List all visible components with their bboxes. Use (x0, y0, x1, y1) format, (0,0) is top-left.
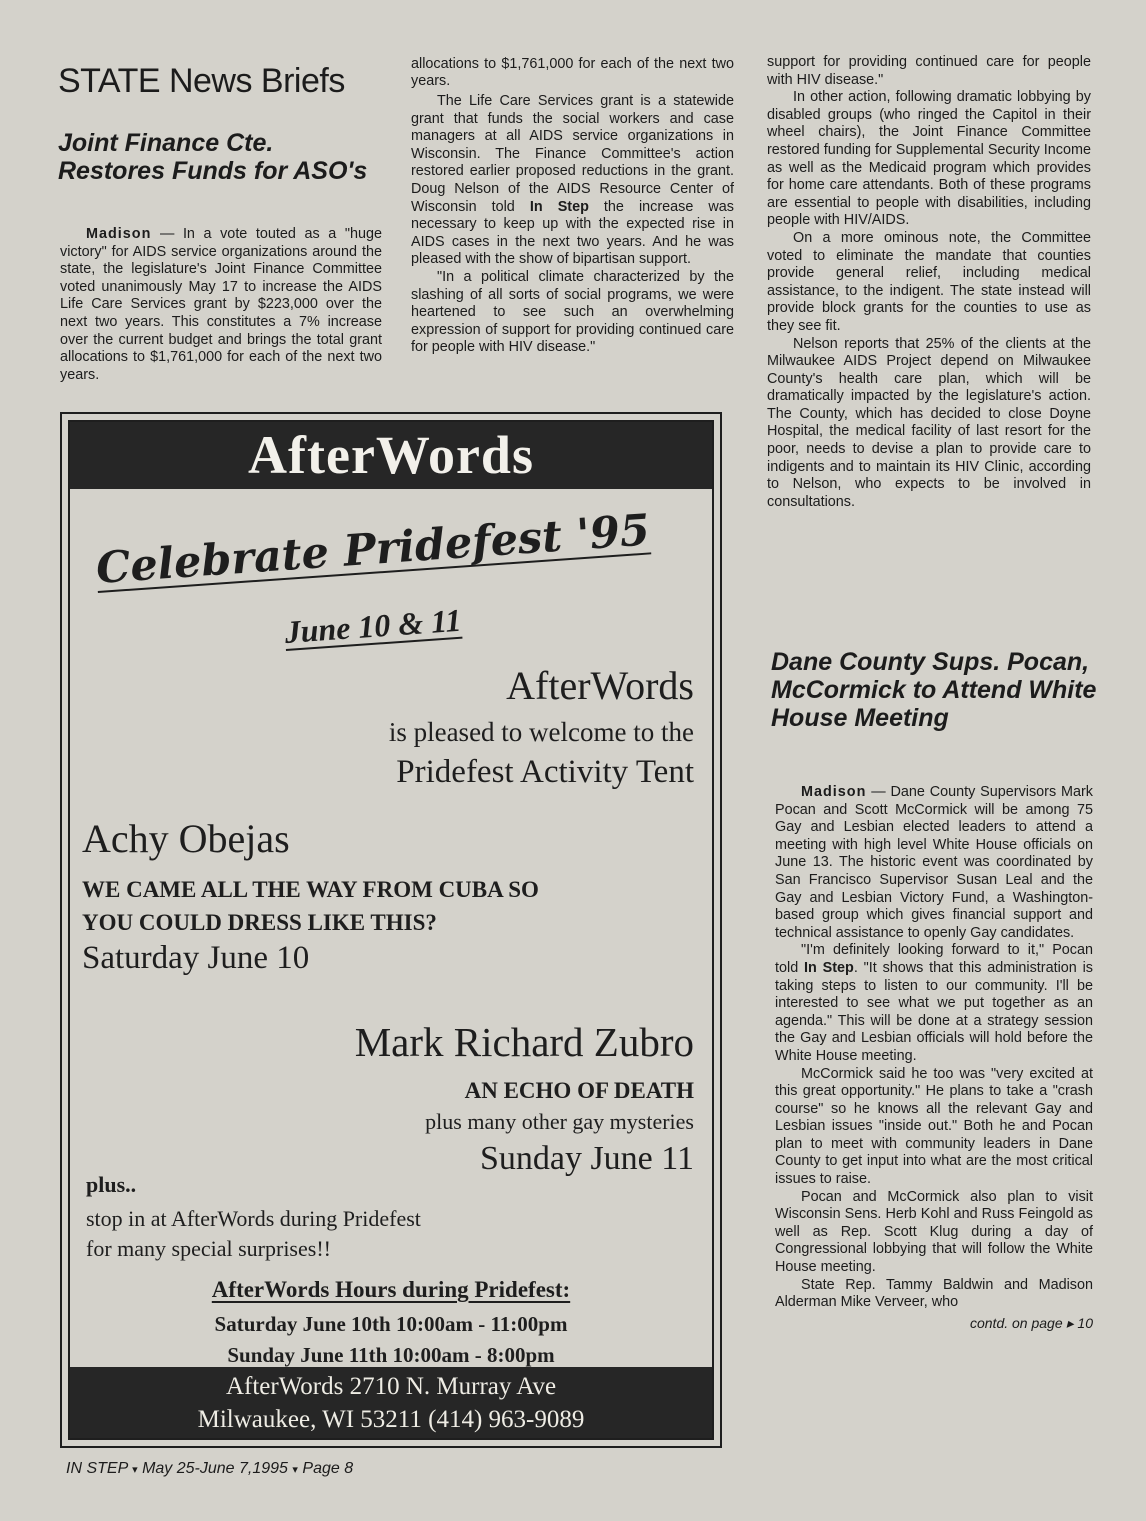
article2-paragraph-5: State Rep. Tammy Baldwin and Madison Alderman Mike Verveer, who (775, 1276, 1093, 1311)
ad-banner: AfterWords (70, 422, 712, 489)
ad-plus: plus.. (86, 1172, 137, 1197)
ad-stop-line-2: for many special surprises!! (86, 1236, 331, 1261)
ad-day-1: Saturday June 10 (82, 940, 310, 976)
article2-paragraph-4: Pocan and McCormick also plan to visit Wisconsin Sens. Herb Kohl and Russ Feingold as well as Rep. Scott Klug during a day of Congressional lobbying that will follow the White House meeting. (775, 1188, 1093, 1276)
continued-on-page: contd. on page ▸ 10 (969, 1314, 1093, 1331)
page-footer (66, 1460, 353, 1478)
ad-welcome-text: is pleased to welcome to the (388, 717, 694, 747)
ad-day-2: Sunday June 11 (479, 1140, 694, 1177)
ad-address-line-2: Milwaukee, WI 53211 (414) 963-9089 (197, 1406, 585, 1433)
article1-column-1 (60, 226, 382, 392)
ad-event-dates: June 10 & 11 (283, 601, 463, 651)
ad-address-bar (70, 1367, 712, 1438)
ad-hours-sunday: Sunday June 11th 10:00am - 8:00pm (227, 1343, 555, 1367)
article1-paragraph-5: On a more ominous note, the Committee voted to eliminate the mandate that counties provide general relief, including medical assistance, to the indigent. The state instead will provide block grants for the counties to use as they see fit. (767, 229, 1091, 334)
ad-author-2: Mark Richard Zubro (354, 1019, 694, 1065)
article1-paragraph-3: "In a political climate characterized by the slashing of all sorts of social programs, we were heartened to see such an overwhelming expression of support for providing continued care for people with HIV disease." (411, 268, 734, 356)
footer-publication: IN STEP (66, 1460, 128, 1477)
article1-column-3: support for providing continued care for people with HIV disease." In other action, following dramatic lobbying by disabled groups (who ringed the Capitol in their wheel chairs), the Joint Finance Committee restored funding for Supplemental Security Income as well as the Medicaid program which provides for home care attendants. Both of these programs are essential to people with disabilities, including people with HIV/AIDS. On a more ominous note, the Committee voted to eliminate the mandate that counties provide general relief, including medical assistance, to the indigent. The state instead will provide block grants for the counties to use as they see fit. Nelson reports that 25% of the clients at the Milwaukee AIDS Project depend on Milwaukee County's health care plan, which will be dramatically impacted by the legislature's action. The County, which has decided to close Doyne Hospital, the medical facility of last resort for the poor, needs to devise a plan to provide care to indigents and to maintain its HIV Clinic, according to Nelson, who expects to be involved in consultations. (767, 54, 1091, 510)
ad-store-name: AfterWords (506, 663, 694, 708)
article1-paragraph-1-continued: allocations to $1,761,000 for each of the next two years. (411, 56, 734, 90)
footer-dates: May 25-June 7,1995 (142, 1460, 288, 1477)
article1-paragraph-4: In other action, following dramatic lobbying by disabled groups (who ringed the Capitol in their wheel chairs), the Joint Finance Committee restored funding for Supplemental Security Income as well as the Medicaid program which provides for home care attendants. Both of these programs are essential to people with disabilities, including people with HIV/AIDS. (767, 89, 1091, 229)
ad-book-2: AN ECHO OF DEATH (464, 1078, 694, 1103)
section-title: STATE News Briefs (58, 62, 345, 100)
article1-headline: Joint Finance Cte. Restores Funds for ASO's (58, 129, 368, 185)
article1-paragraph-2: The Life Care Services grant is a statewide grant that funds the social workers and case managers at all AIDS service organizations in Wisconsin. The Finance Committee's action restored earlier proposed reductions in the grant. Doug Nelson of the AIDS Resource Center of Wisconsin told In Step the increase was necessary to keep up with the expected rise in AIDS cases in the next two years. And he was pleased with the show of bipartisan support. (411, 93, 734, 268)
article2-paragraph-3: McCormick said he too was "very excited at this great opportunity." He plans to take a "crash course" so he knows all the relevant Gay and Lesbian issues "inside out." Both he and Pocan plan to meet with community leaders in Dane County to get input into what are the most critical issues to raise. (775, 1065, 1093, 1188)
ad-celebrate-heading: Celebrate Pridefest '95 (94, 505, 652, 594)
article1-column-2-body (411, 93, 734, 391)
footer-page-number: Page 8 (302, 1460, 354, 1477)
afterwords-advertisement (60, 412, 722, 1448)
ad-tent-name: Pridefest Activity Tent (396, 754, 694, 790)
article1-paragraph-6: Nelson reports that 25% of the clients at the Milwaukee AIDS Project depend on Milwaukee County's health care plan, which will be dramatically impacted by the legislature's action. The County, which has decided to close Doyne Hospital, the medical facility of last resort for the poor, needs to devise a plan to provide care to indigents and to maintain its HIV Clinic, according to Nelson, who expects to be involved in consultations. (767, 335, 1091, 510)
article1-dateline: Madison (86, 226, 152, 242)
ad-book-1-line-2: YOU COULD DRESS LIKE THIS? (82, 910, 437, 935)
article2-dateline: Madison (801, 784, 867, 800)
ad-book-1-line-1: WE CAME ALL THE WAY FROM CUBA SO (82, 877, 539, 902)
footer-separator-icon: ▾ (132, 1464, 138, 1476)
publication-name: In Step (529, 198, 589, 215)
ad-hours-saturday: Saturday June 10th 10:00am - 11:00pm (214, 1312, 568, 1336)
article2-headline: Dane County Sups. Pocan, McCormick to Attend White House Meeting (771, 648, 1097, 732)
ad-hours-title: AfterWords Hours during Pridefest: (211, 1277, 571, 1302)
ad-book-2-extra: plus many other gay mysteries (425, 1109, 694, 1134)
article2-paragraph-2: "I'm definitely looking forward to it," Pocan told In Step. "It shows that this administration is taking steps to listen to our community. I'll be interested to see what we put together as an agenda." This will be done at a strategy session the Gay and Lesbian officials will hold before the White House meeting. (775, 942, 1093, 1064)
ad-address-line-1: AfterWords 2710 N. Murray Ave (225, 1373, 557, 1400)
article1-paragraph-1: Madison — In a vote touted as a "huge victory" for AIDS service organizations around the state, the legislature's Joint Finance Committee voted unanimously May 17 to increase the AIDS Life Care Services grant by $223,000 over the next two years. This constitutes a 7% increase over the current budget and brings the total grant allocations to $1,761,000 for each of the next two years. (60, 226, 382, 383)
article2-paragraph-1: Madison — Dane County Supervisors Mark Pocan and Scott McCormick will be among 75 Gay and Lesbian elected leaders to attend a meeting with high level White House officials on June 13. The historic event was coordinated by San Francisco Supervisor Susan Leal and the Gay and Lesbian Victory Fund, a Washington-based group which gives financial support and technical assistance to openly Gay candidates. (775, 784, 1093, 941)
publication-name: In Step (804, 959, 854, 976)
article2-column (775, 784, 1093, 1332)
ad-stop-line-1: stop in at AfterWords during Pridefest (86, 1206, 421, 1231)
footer-separator-icon: ▾ (292, 1464, 298, 1476)
ad-border (68, 420, 714, 1440)
ad-author-1: Achy Obejas (82, 816, 290, 861)
